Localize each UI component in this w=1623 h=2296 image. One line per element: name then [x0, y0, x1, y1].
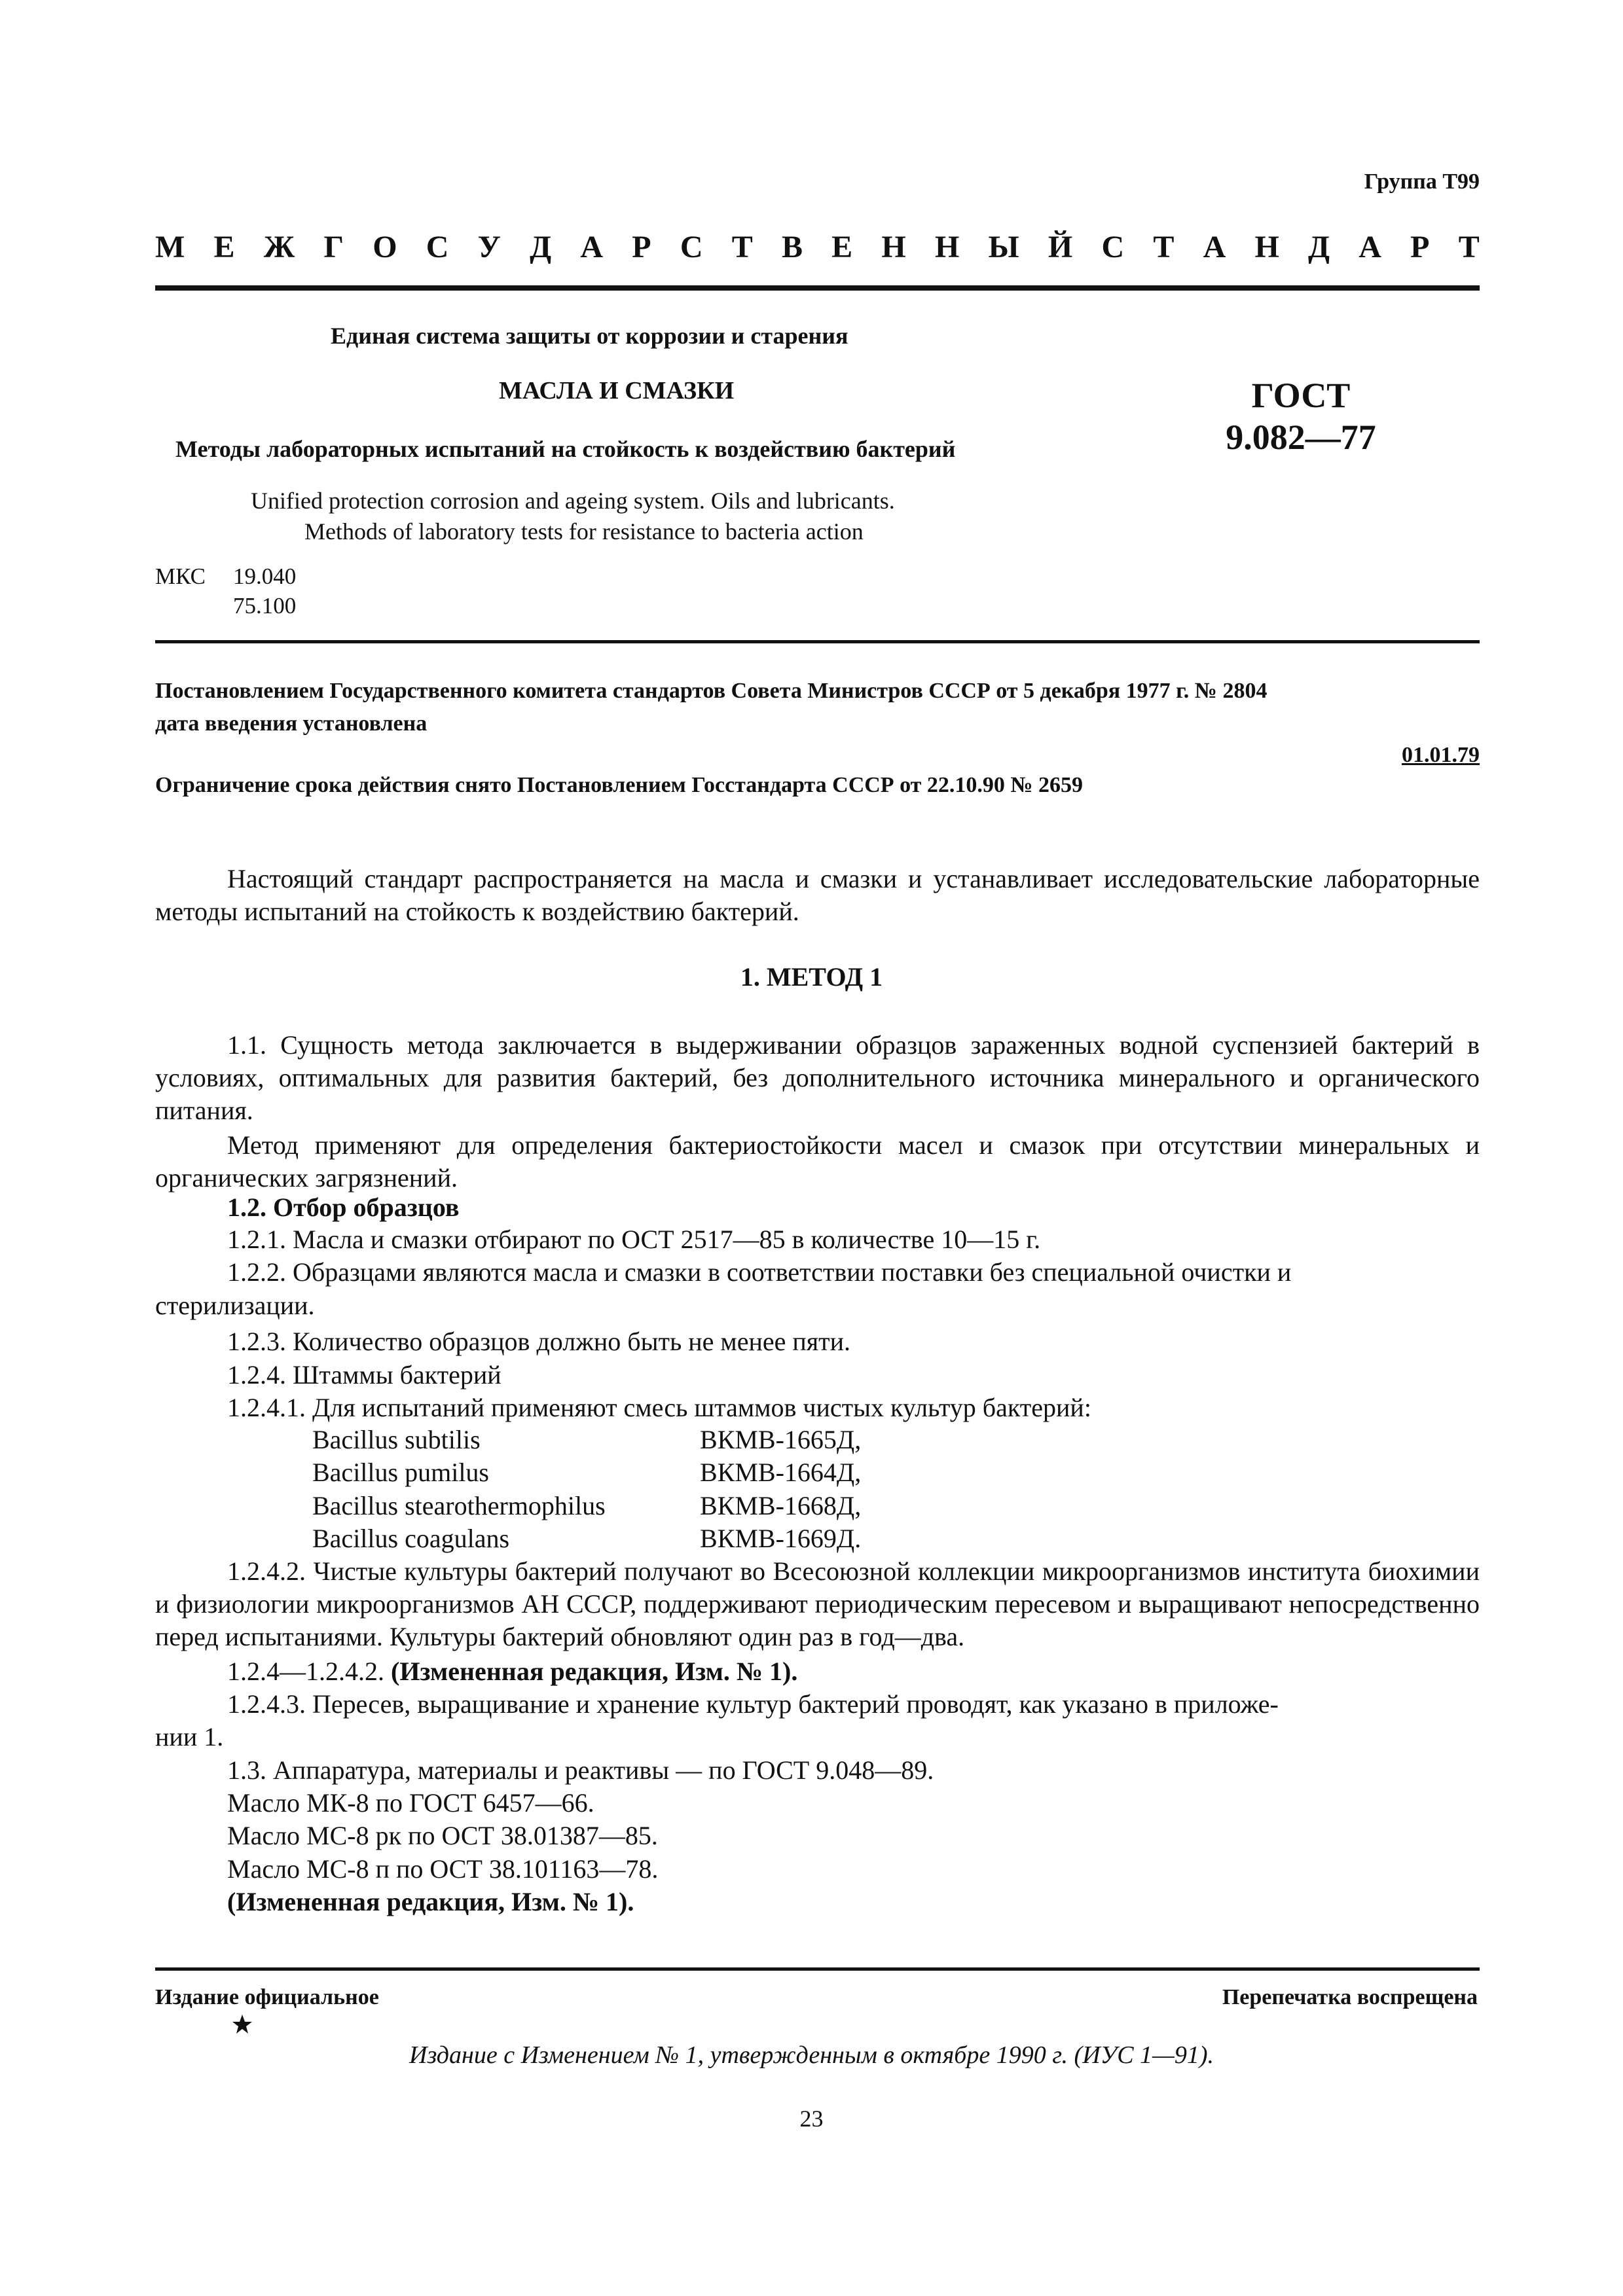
banner-letter: С [680, 230, 703, 264]
group-label: Группа Т99 [1364, 170, 1480, 194]
limitation-text: Ограничение срока действия снято Постановлением Госстандарта СССР от 22.10.90 № 2659 [155, 773, 1083, 797]
standard-banner [155, 229, 1480, 265]
official-edition-label: Издание официальное [155, 1985, 379, 2009]
series-title: Единая система защиты от коррозии и старения [331, 323, 848, 349]
english-title-line-1: Unified protection corrosion and ageing system. Oils and lubricants. [251, 488, 895, 514]
reprint-prohibited-label: Перепечатка воспрещена [1222, 1985, 1478, 2009]
banner-letter: Т [731, 230, 753, 264]
banner-letter: Н [934, 230, 960, 264]
bottom-divider [155, 1967, 1480, 1971]
decree-text: Постановлением Государственного комитета стандартов Совета Министров СССР от 5 декабря 1977 г. № 2804 [155, 679, 1267, 703]
gost-number: 9.082—77 [1226, 418, 1376, 457]
banner-letter: Д [1308, 230, 1330, 264]
banner-letter: Н [881, 230, 906, 264]
amendment-prefix: 1.2.4—1.2.4.2. [227, 1657, 391, 1686]
section-heading: 1. МЕТОД 1 [740, 962, 883, 992]
banner-letter: Й [1048, 230, 1073, 264]
intro-date-label: дата введения установлена [155, 711, 428, 736]
strain-name: Bacillus stearothermophilus [312, 1491, 606, 1520]
strain-code: ВКМВ-1669Д. [700, 1524, 862, 1553]
star-icon [232, 2014, 253, 2035]
banner-letter: В [781, 230, 803, 264]
amendment-note-1 [227, 1656, 797, 1687]
strain-name: Bacillus subtilis [312, 1425, 481, 1454]
banner-letter: У [477, 230, 501, 264]
amendment-label: (Измененная редакция, Изм. № 1). [391, 1657, 798, 1686]
gost-label: ГОСТ [1251, 376, 1351, 415]
banner-letter: Е [831, 230, 853, 264]
strain-name: Bacillus pumilus [312, 1458, 489, 1487]
oil-spec: Масло МС-8 рк по ОСТ 38.01387—85. [227, 1821, 658, 1850]
clause-1-2-4-3-continued: нии 1. [155, 1722, 224, 1751]
clause-1-2-3: 1.2.3. Количество образцов должно быть не менее пяти. [227, 1327, 851, 1356]
page-number: 23 [799, 2106, 824, 2132]
banner-letter: Т [1458, 230, 1480, 264]
method-paragraph: Метод применяют для определения бактериостойкости масел и смазок при отсутствии минеральных и органических загрязнений. [155, 1130, 1480, 1193]
banner-letter: Ж [263, 230, 295, 264]
banner-letter: Д [530, 230, 552, 264]
banner-letter: Р [632, 230, 651, 264]
intro-date: 01.01.79 [1402, 743, 1480, 767]
mks-label: МКС [155, 564, 206, 589]
clause-1-2-1: 1.2.1. Масла и смазки отбирают по ОСТ 2517—85 в количестве 10—15 г. [227, 1225, 1041, 1254]
oil-spec: Масло МС-8 п по ОСТ 38.101163—78. [227, 1854, 659, 1884]
clause-1-1: 1.1. Сущность метода заключается в выдерживании образцов зараженных водной суспензией бактерий в условиях, оптимальных для развития бактерий, без дополнительного источника минерального и органического питания. [155, 1030, 1480, 1125]
banner-letter: А [1203, 230, 1226, 264]
banner-letter: Г [323, 230, 344, 264]
clause-1-2-4-1: 1.2.4.1. Для испытаний применяют смесь штаммов чистых культур бактерий: [227, 1393, 1091, 1422]
clause-1-2-heading: 1.2. Отбор образцов [227, 1193, 460, 1222]
clause-1-2-2-continued: стерилизации. [155, 1291, 315, 1320]
banner-letter: С [1101, 230, 1125, 264]
banner-letter: М [155, 230, 185, 264]
banner-letter: О [373, 230, 397, 264]
clause-1-2-4: 1.2.4. Штаммы бактерий [227, 1360, 501, 1390]
banner-letter: Т [1153, 230, 1175, 264]
top-divider [155, 285, 1480, 291]
amendment-note-2: (Измененная редакция, Изм. № 1). [227, 1887, 634, 1916]
intro-paragraph: Настоящий стандарт распространяется на масла и смазки и устанавливает исследовательские лабораторные методы испытаний на стойкость к воздействию бактерий. [155, 864, 1480, 926]
gost-designation [1213, 374, 1389, 458]
banner-letter: Н [1254, 230, 1279, 264]
oil-spec: Масло МК-8 по ГОСТ 6457—66. [227, 1788, 594, 1818]
strain-code: ВКМВ-1668Д, [700, 1491, 862, 1520]
clause-1-2-4-3: 1.2.4.3. Пересев, выращивание и хранение культур бактерий проводят, как указано в приложе- [227, 1689, 1279, 1719]
banner-letter: С [426, 230, 449, 264]
strain-name: Bacillus coagulans [312, 1524, 510, 1553]
mks-code: 19.040 [233, 564, 297, 589]
mks-code: 75.100 [233, 593, 297, 619]
strain-code: ВКМВ-1665Д, [700, 1425, 862, 1454]
middle-divider [155, 640, 1480, 643]
banner-letter: Р [1410, 230, 1430, 264]
clause-1-3: 1.3. Аппаратура, материалы и реактивы — по ГОСТ 9.048—89. [227, 1755, 934, 1785]
document-title: МАСЛА И СМАЗКИ [499, 377, 735, 404]
banner-letter: А [580, 230, 604, 264]
strain-code: ВКМВ-1664Д, [700, 1458, 862, 1487]
edition-note: Издание с Изменением № 1, утвержденным в октябре 1990 г. (ИУС 1—91). [409, 2041, 1214, 2069]
english-title-line-2: Methods of laboratory tests for resistance to bacteria action [304, 518, 864, 545]
banner-letter: А [1359, 230, 1381, 264]
banner-letter: Ы [988, 230, 1019, 264]
document-subtitle: Методы лабораторных испытаний на стойкость к воздействию бактерий [175, 436, 956, 462]
banner-letter: Е [213, 230, 235, 264]
clause-1-2-4-2: 1.2.4.2. Чистые культуры бактерий получают во Всесоюзной коллекции микроорганизмов института биохимии и физиологии микроорганизмов АН СССР, поддерживают периодическим пересевом и выращивают непосредственно перед испытаниями. Культуры бактерий обновляют один раз в год—два. [155, 1556, 1480, 1651]
clause-1-2-2: 1.2.2. Образцами являются масла и смазки в соответствии поставки без специальной очистки и [227, 1257, 1292, 1287]
